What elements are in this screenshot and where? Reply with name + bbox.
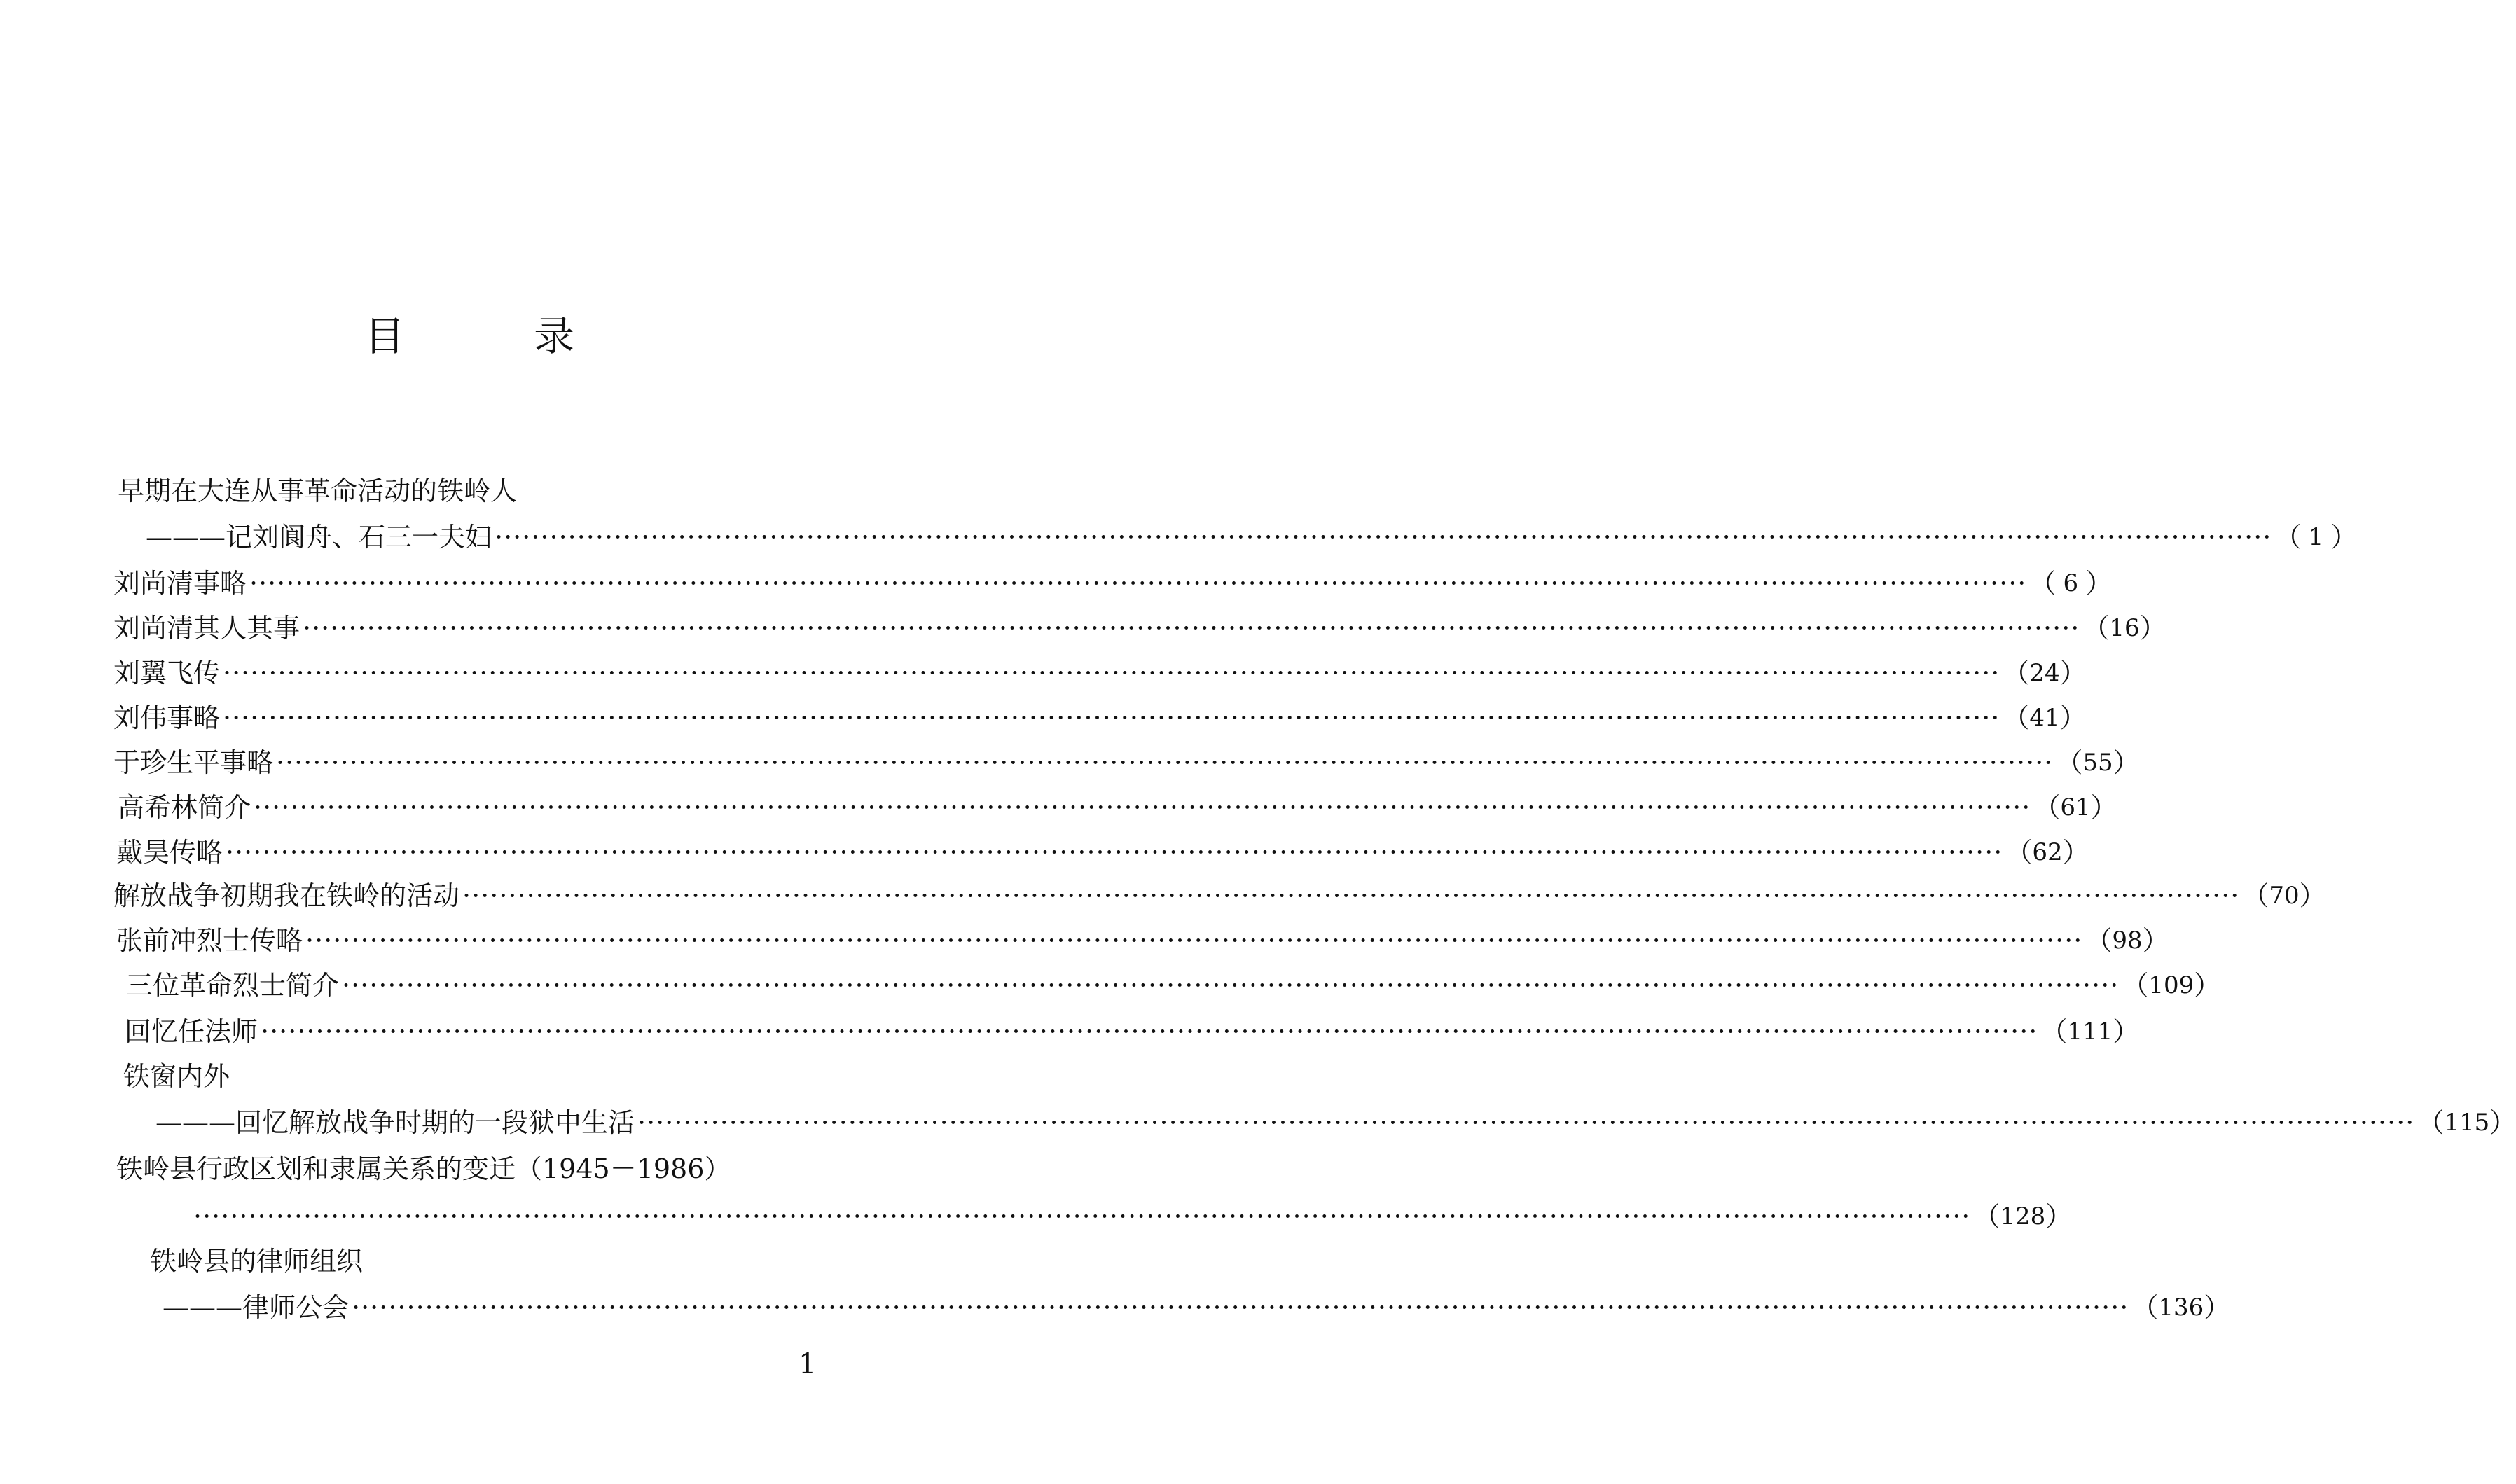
toc-entry[interactable] (125, 1011, 2140, 1052)
dot-leader (223, 698, 2000, 738)
toc-entry[interactable] (155, 1102, 2516, 1143)
toc-entry[interactable] (113, 875, 2326, 916)
toc-entry-title: 张前冲烈士传略 (116, 925, 303, 956)
toc-entry-title: 刘尚清事略 (113, 568, 247, 599)
toc-page-ref: （ 136 ） (2131, 1287, 2214, 1328)
toc-page-ref: （ 62 ） (2005, 832, 2088, 873)
toc-entry-title: 铁窗内外 (123, 1061, 230, 1092)
toc-entry[interactable] (163, 1287, 2231, 1328)
toc-entry[interactable] (191, 1196, 2073, 1237)
toc-page-ref: （ 111 ） (2040, 1011, 2123, 1052)
dot-leader (637, 1102, 2414, 1143)
toc-page-ref: （ 1 ） (2274, 517, 2357, 557)
toc-page-number: 41 (2029, 704, 2060, 732)
toc-page-number: 1 (2308, 523, 2324, 551)
toc-entry-title: ———律师公会 (163, 1292, 350, 1323)
dot-leader (462, 875, 2239, 916)
page-number: 1 (799, 1348, 817, 1380)
toc-entry-title: 于珍生平事略 (113, 747, 274, 778)
toc-entry-heading[interactable] (150, 1241, 363, 1282)
toc-page-number: 62 (2032, 838, 2063, 866)
toc-entry-title: 回忆任法师 (125, 1016, 258, 1047)
dot-leader (249, 563, 2026, 604)
toc-entry-heading[interactable] (116, 1149, 731, 1189)
toc-entry[interactable] (113, 563, 2113, 604)
toc-page-number: 55 (2082, 749, 2113, 777)
dot-leader (352, 1287, 2129, 1328)
toc-page-number: 70 (2269, 882, 2300, 910)
dot-leader (193, 1196, 1970, 1237)
toc-page-number: 61 (2060, 793, 2091, 821)
toc-page-number: 115 (2444, 1109, 2490, 1137)
toc-entry-title: 刘尚清其人其事 (113, 613, 300, 644)
dot-leader (276, 742, 2053, 783)
toc-page-ref: （ 98 ） (2085, 920, 2168, 961)
toc-entry-heading[interactable] (123, 1056, 230, 1097)
toc-entry-title: ———记刘阆舟、石三一夫妇 (146, 522, 492, 553)
toc-page-number: 6 (2063, 569, 2079, 597)
dot-leader (305, 920, 2082, 961)
dot-leader (303, 608, 2080, 649)
toc-entry-title: 高希林简介 (118, 792, 251, 823)
toc-page-ref: （ 41 ） (2003, 698, 2085, 738)
toc-page-ref: （ 115 ） (2417, 1102, 2500, 1143)
dot-leader (261, 1011, 2038, 1052)
toc-entry[interactable] (116, 832, 2089, 873)
toc-page-number: 24 (2029, 659, 2060, 687)
dot-leader (495, 517, 2272, 557)
toc-entry-title: 三位革命烈士简介 (126, 970, 340, 1001)
toc-entry-title: 刘伟事略 (113, 702, 221, 733)
dot-leader (226, 832, 2003, 873)
toc-entry-title: 解放战争初期我在铁岭的活动 (113, 880, 460, 911)
toc-page-ref: （ 16 ） (2082, 608, 2165, 649)
toc-entry-title: 铁岭县行政区划和隶属关系的变迁（1945－1986） (116, 1153, 731, 1184)
toc-page-number: 98 (2112, 927, 2143, 955)
toc-page-ref: （ 55 ） (2056, 742, 2138, 783)
title-char-2: 录 (533, 312, 574, 360)
toc-page-ref: （ 24 ） (2003, 653, 2085, 693)
toc-page-number: 111 (2067, 1018, 2113, 1046)
toc-entry[interactable] (113, 698, 2087, 738)
toc-entry[interactable] (113, 653, 2087, 693)
toc-page-number: 136 (2158, 1294, 2204, 1322)
toc-page-ref: （ 61 ） (2033, 787, 2116, 828)
toc-page-number: 16 (2109, 614, 2140, 642)
toc-entry-title: 早期在大连从事革命活动的铁岭人 (118, 476, 518, 506)
toc-entry-title: 戴昊传略 (116, 837, 223, 868)
toc-entry-heading[interactable] (118, 471, 517, 511)
toc-page-ref: （ 128 ） (1973, 1196, 2056, 1237)
toc-entry-title: 刘翼飞传 (113, 658, 221, 688)
toc-entry[interactable] (126, 965, 2221, 1006)
toc-entry[interactable] (118, 787, 2117, 828)
toc-page-ref: （ 6 ） (2029, 563, 2112, 604)
title-char-1: 目 (364, 312, 406, 360)
toc-entry-title: 铁岭县的律师组织 (150, 1246, 364, 1277)
toc-entry[interactable] (113, 608, 2166, 649)
toc-entry[interactable] (116, 920, 2169, 961)
toc-entry[interactable] (146, 517, 2358, 557)
dot-leader (342, 965, 2119, 1006)
toc-page-ref: （ 109 ） (2122, 965, 2204, 1006)
dot-leader (254, 787, 2031, 828)
dot-leader (223, 653, 2000, 693)
toc-page-number: 128 (2000, 1202, 2046, 1230)
toc-entry[interactable] (113, 742, 2140, 783)
toc-page-ref: （ 70 ） (2242, 875, 2325, 916)
toc-entry-title: ———回忆解放战争时期的一段狱中生活 (155, 1107, 635, 1138)
toc-page-number: 109 (2148, 971, 2194, 999)
